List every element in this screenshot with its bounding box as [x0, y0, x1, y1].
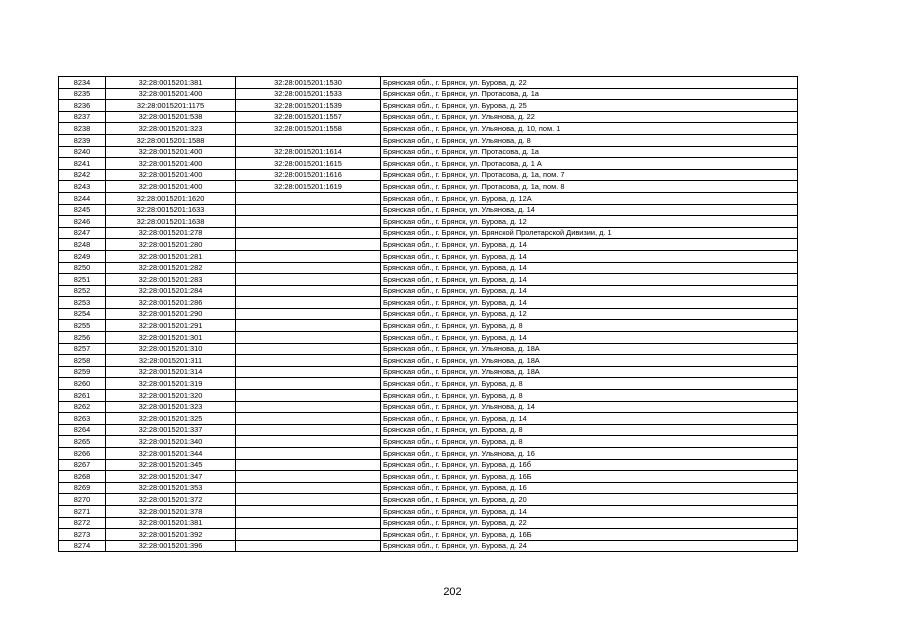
address-cell: Брянская обл., г. Брянск, ул. Бурова, д. 14: [381, 250, 798, 262]
building-cadastral-number-cell: [236, 517, 381, 529]
table-row: [59, 390, 798, 402]
table-row: [59, 413, 798, 425]
row-number-cell: 8249: [59, 250, 106, 262]
land-cadastral-number-cell: 32:28:0015201:310: [106, 343, 236, 355]
address-cell: Брянская обл., г. Брянск, ул. Бурова, д. 14: [381, 505, 798, 517]
table-row: [59, 482, 798, 494]
building-cadastral-number-cell: [236, 262, 381, 274]
address-cell: Брянская обл., г. Брянск, ул. Протасова, д. 1а: [381, 146, 798, 158]
land-cadastral-number-cell: 32:28:0015201:400: [106, 88, 236, 100]
table-row: [59, 111, 798, 123]
building-cadastral-number-cell: [236, 366, 381, 378]
table-row: [59, 471, 798, 483]
building-cadastral-number-cell: [236, 332, 381, 344]
building-cadastral-number-cell: [236, 216, 381, 228]
address-cell: Брянская обл., г. Брянск, ул. Ульянова, д. 8: [381, 134, 798, 146]
address-cell: Брянская обл., г. Брянск, ул. Бурова, д. 12: [381, 308, 798, 320]
row-number-cell: 8241: [59, 158, 106, 170]
row-number-cell: 8246: [59, 216, 106, 228]
table-row: [59, 494, 798, 506]
building-cadastral-number-cell: [236, 227, 381, 239]
row-number-cell: 8262: [59, 401, 106, 413]
row-number-cell: 8271: [59, 505, 106, 517]
row-number-cell: 8270: [59, 494, 106, 506]
address-cell: Брянская обл., г. Брянск, ул. Бурова, д. 14: [381, 262, 798, 274]
table-row: [59, 262, 798, 274]
building-cadastral-number-cell: [236, 505, 381, 517]
address-cell: Брянская обл., г. Брянск, ул. Бурова, д. 16: [381, 482, 798, 494]
building-cadastral-number-cell: [236, 494, 381, 506]
building-cadastral-number-cell: [236, 529, 381, 541]
table-row: [59, 134, 798, 146]
row-number-cell: 8265: [59, 436, 106, 448]
land-cadastral-number-cell: 32:28:0015201:323: [106, 123, 236, 135]
row-number-cell: 8267: [59, 459, 106, 471]
land-cadastral-number-cell: 32:28:0015201:392: [106, 529, 236, 541]
address-cell: Брянская обл., г. Брянск, ул. Ульянова, д. 14: [381, 204, 798, 216]
land-cadastral-number-cell: 32:28:0015201:323: [106, 401, 236, 413]
row-number-cell: 8245: [59, 204, 106, 216]
row-number-cell: 8258: [59, 355, 106, 367]
row-number-cell: 8260: [59, 378, 106, 390]
land-cadastral-number-cell: 32:28:0015201:290: [106, 308, 236, 320]
land-cadastral-number-cell: 32:28:0015201:280: [106, 239, 236, 251]
address-cell: Брянская обл., г. Брянск, ул. Бурова, д. 8: [381, 378, 798, 390]
row-number-cell: 8251: [59, 274, 106, 286]
table-row: [59, 378, 798, 390]
building-cadastral-number-cell: [236, 192, 381, 204]
table-row: [59, 424, 798, 436]
row-number-cell: 8266: [59, 448, 106, 460]
address-cell: Брянская обл., г. Брянск, ул. Бурова, д. 14: [381, 285, 798, 297]
table-row: [59, 332, 798, 344]
land-cadastral-number-cell: 32:28:0015201:400: [106, 158, 236, 170]
row-number-cell: 8239: [59, 134, 106, 146]
building-cadastral-number-cell: [236, 320, 381, 332]
land-cadastral-number-cell: 32:28:0015201:1638: [106, 216, 236, 228]
row-number-cell: 8256: [59, 332, 106, 344]
table-row: [59, 308, 798, 320]
land-cadastral-number-cell: 32:28:0015201:1620: [106, 192, 236, 204]
building-cadastral-number-cell: [236, 424, 381, 436]
row-number-cell: 8259: [59, 366, 106, 378]
row-number-cell: 8247: [59, 227, 106, 239]
row-number-cell: 8238: [59, 123, 106, 135]
building-cadastral-number-cell: [236, 355, 381, 367]
table-row: [59, 448, 798, 460]
address-cell: Брянская обл., г. Брянск, ул. Ульянова, д. 18А: [381, 343, 798, 355]
table-row: [59, 250, 798, 262]
land-cadastral-number-cell: 32:28:0015201:325: [106, 413, 236, 425]
land-cadastral-number-cell: 32:28:0015201:281: [106, 250, 236, 262]
land-cadastral-number-cell: 32:28:0015201:538: [106, 111, 236, 123]
table-row: [59, 77, 798, 89]
address-cell: Брянская обл., г. Брянск, ул. Бурова, д. 22: [381, 517, 798, 529]
table-row: [59, 100, 798, 112]
building-cadastral-number-cell: [236, 285, 381, 297]
building-cadastral-number-cell: 32:28:0015201:1533: [236, 88, 381, 100]
table-row: [59, 204, 798, 216]
building-cadastral-number-cell: 32:28:0015201:1616: [236, 169, 381, 181]
registry-table-body: [59, 77, 798, 552]
land-cadastral-number-cell: 32:28:0015201:1175: [106, 100, 236, 112]
row-number-cell: 8261: [59, 390, 106, 402]
address-cell: Брянская обл., г. Брянск, ул. Бурова, д. 14: [381, 239, 798, 251]
row-number-cell: 8264: [59, 424, 106, 436]
address-cell: Брянская обл., г. Брянск, ул. Бурова, д. 12: [381, 216, 798, 228]
building-cadastral-number-cell: [236, 390, 381, 402]
address-cell: Брянская обл., г. Брянск, ул. Бурова, д. 14: [381, 413, 798, 425]
address-cell: Брянская обл., г. Брянск, ул. Бурова, д. 16Б: [381, 471, 798, 483]
row-number-cell: 8243: [59, 181, 106, 193]
building-cadastral-number-cell: [236, 274, 381, 286]
land-cadastral-number-cell: 32:28:0015201:320: [106, 390, 236, 402]
building-cadastral-number-cell: 32:28:0015201:1619: [236, 181, 381, 193]
address-cell: Брянская обл., г. Брянск, ул. Протасова, д. 1а, пом. 7: [381, 169, 798, 181]
land-cadastral-number-cell: 32:28:0015201:284: [106, 285, 236, 297]
building-cadastral-number-cell: [236, 401, 381, 413]
building-cadastral-number-cell: [236, 540, 381, 552]
land-cadastral-number-cell: 32:28:0015201:378: [106, 505, 236, 517]
land-cadastral-number-cell: 32:28:0015201:381: [106, 517, 236, 529]
building-cadastral-number-cell: [236, 436, 381, 448]
address-cell: Брянская обл., г. Брянск, ул. Брянской Пролетарской Дивизии, д. 1: [381, 227, 798, 239]
address-cell: Брянская обл., г. Брянск, ул. Протасова, д. 1 А: [381, 158, 798, 170]
building-cadastral-number-cell: [236, 459, 381, 471]
building-cadastral-number-cell: [236, 250, 381, 262]
land-cadastral-number-cell: 32:28:0015201:340: [106, 436, 236, 448]
address-cell: Брянская обл., г. Брянск, ул. Бурова, д. 14: [381, 332, 798, 344]
building-cadastral-number-cell: 32:28:0015201:1557: [236, 111, 381, 123]
address-cell: Брянская обл., г. Брянск, ул. Ульянова, д. 16: [381, 448, 798, 460]
building-cadastral-number-cell: 32:28:0015201:1614: [236, 146, 381, 158]
land-cadastral-number-cell: 32:28:0015201:400: [106, 181, 236, 193]
building-cadastral-number-cell: [236, 134, 381, 146]
row-number-cell: 8244: [59, 192, 106, 204]
address-cell: Брянская обл., г. Брянск, ул. Бурова, д. 24: [381, 540, 798, 552]
table-row: [59, 517, 798, 529]
row-number-cell: 8273: [59, 529, 106, 541]
land-cadastral-number-cell: 32:28:0015201:353: [106, 482, 236, 494]
address-cell: Брянская обл., г. Брянск, ул. Ульянова, д. 18А: [381, 366, 798, 378]
row-number-cell: 8257: [59, 343, 106, 355]
registry-table: [58, 76, 798, 552]
building-cadastral-number-cell: [236, 308, 381, 320]
table-row: [59, 320, 798, 332]
row-number-cell: 8240: [59, 146, 106, 158]
address-cell: Брянская обл., г. Брянск, ул. Бурова, д. 8: [381, 436, 798, 448]
row-number-cell: 8250: [59, 262, 106, 274]
table-row: [59, 227, 798, 239]
row-number-cell: 8268: [59, 471, 106, 483]
land-cadastral-number-cell: 32:28:0015201:347: [106, 471, 236, 483]
address-cell: Брянская обл., г. Брянск, ул. Протасова, д. 1а: [381, 88, 798, 100]
row-number-cell: 8234: [59, 77, 106, 89]
land-cadastral-number-cell: 32:28:0015201:301: [106, 332, 236, 344]
address-cell: Брянская обл., г. Брянск, ул. Ульянова, д. 10, пом. 1: [381, 123, 798, 135]
table-row: [59, 285, 798, 297]
building-cadastral-number-cell: [236, 482, 381, 494]
land-cadastral-number-cell: 32:28:0015201:1633: [106, 204, 236, 216]
table-row: [59, 459, 798, 471]
building-cadastral-number-cell: [236, 343, 381, 355]
building-cadastral-number-cell: 32:28:0015201:1615: [236, 158, 381, 170]
land-cadastral-number-cell: 32:28:0015201:344: [106, 448, 236, 460]
row-number-cell: 8272: [59, 517, 106, 529]
building-cadastral-number-cell: [236, 413, 381, 425]
table-row: [59, 401, 798, 413]
land-cadastral-number-cell: 32:28:0015201:278: [106, 227, 236, 239]
address-cell: Брянская обл., г. Брянск, ул. Бурова, д. 22: [381, 77, 798, 89]
row-number-cell: 8274: [59, 540, 106, 552]
land-cadastral-number-cell: 32:28:0015201:314: [106, 366, 236, 378]
row-number-cell: 8237: [59, 111, 106, 123]
land-cadastral-number-cell: 32:28:0015201:283: [106, 274, 236, 286]
address-cell: Брянская обл., г. Брянск, ул. Бурова, д. 16б: [381, 459, 798, 471]
table-row: [59, 158, 798, 170]
row-number-cell: 8269: [59, 482, 106, 494]
land-cadastral-number-cell: 32:28:0015201:1588: [106, 134, 236, 146]
address-cell: Брянская обл., г. Брянск, ул. Бурова, д. 12А: [381, 192, 798, 204]
land-cadastral-number-cell: 32:28:0015201:286: [106, 297, 236, 309]
building-cadastral-number-cell: [236, 471, 381, 483]
land-cadastral-number-cell: 32:28:0015201:400: [106, 169, 236, 181]
land-cadastral-number-cell: 32:28:0015201:319: [106, 378, 236, 390]
table-row: [59, 540, 798, 552]
row-number-cell: 8236: [59, 100, 106, 112]
table-row: [59, 343, 798, 355]
building-cadastral-number-cell: [236, 204, 381, 216]
row-number-cell: 8242: [59, 169, 106, 181]
address-cell: Брянская обл., г. Брянск, ул. Ульянова, д. 14: [381, 401, 798, 413]
address-cell: Брянская обл., г. Брянск, ул. Бурова, д. 8: [381, 424, 798, 436]
table-row: [59, 169, 798, 181]
row-number-cell: 8235: [59, 88, 106, 100]
building-cadastral-number-cell: [236, 239, 381, 251]
building-cadastral-number-cell: 32:28:0015201:1530: [236, 77, 381, 89]
building-cadastral-number-cell: [236, 448, 381, 460]
table-row: [59, 192, 798, 204]
building-cadastral-number-cell: 32:28:0015201:1539: [236, 100, 381, 112]
table-row: [59, 529, 798, 541]
row-number-cell: 8254: [59, 308, 106, 320]
land-cadastral-number-cell: 32:28:0015201:282: [106, 262, 236, 274]
land-cadastral-number-cell: 32:28:0015201:396: [106, 540, 236, 552]
land-cadastral-number-cell: 32:28:0015201:345: [106, 459, 236, 471]
address-cell: Брянская обл., г. Брянск, ул. Протасова, д. 1а, пом. 8: [381, 181, 798, 193]
building-cadastral-number-cell: [236, 378, 381, 390]
table-row: [59, 146, 798, 158]
page-number: 202: [443, 586, 462, 598]
address-cell: Брянская обл., г. Брянск, ул. Ульянова, д. 22: [381, 111, 798, 123]
building-cadastral-number-cell: [236, 297, 381, 309]
address-cell: Брянская обл., г. Брянск, ул. Бурова, д. 8: [381, 320, 798, 332]
table-row: [59, 239, 798, 251]
address-cell: Брянская обл., г. Брянск, ул. Бурова, д. 25: [381, 100, 798, 112]
table-row: [59, 366, 798, 378]
land-cadastral-number-cell: 32:28:0015201:381: [106, 77, 236, 89]
table-row: [59, 436, 798, 448]
address-cell: Брянская обл., г. Брянск, ул. Ульянова, д. 18А: [381, 355, 798, 367]
land-cadastral-number-cell: 32:28:0015201:291: [106, 320, 236, 332]
table-row: [59, 123, 798, 135]
address-cell: Брянская обл., г. Брянск, ул. Бурова, д. 8: [381, 390, 798, 402]
land-cadastral-number-cell: 32:28:0015201:337: [106, 424, 236, 436]
address-cell: Брянская обл., г. Брянск, ул. Бурова, д. 14: [381, 297, 798, 309]
table-row: [59, 88, 798, 100]
row-number-cell: 8253: [59, 297, 106, 309]
table-row: [59, 181, 798, 193]
address-cell: Брянская обл., г. Брянск, ул. Бурова, д. 20: [381, 494, 798, 506]
table-row: [59, 297, 798, 309]
table-row: [59, 355, 798, 367]
land-cadastral-number-cell: 32:28:0015201:311: [106, 355, 236, 367]
row-number-cell: 8255: [59, 320, 106, 332]
table-row: [59, 216, 798, 228]
row-number-cell: 8252: [59, 285, 106, 297]
address-cell: Брянская обл., г. Брянск, ул. Бурова, д. 16Б: [381, 529, 798, 541]
building-cadastral-number-cell: 32:28:0015201:1558: [236, 123, 381, 135]
table-row: [59, 274, 798, 286]
row-number-cell: 8263: [59, 413, 106, 425]
land-cadastral-number-cell: 32:28:0015201:400: [106, 146, 236, 158]
address-cell: Брянская обл., г. Брянск, ул. Бурова, д. 14: [381, 274, 798, 286]
row-number-cell: 8248: [59, 239, 106, 251]
land-cadastral-number-cell: 32:28:0015201:372: [106, 494, 236, 506]
table-row: [59, 505, 798, 517]
